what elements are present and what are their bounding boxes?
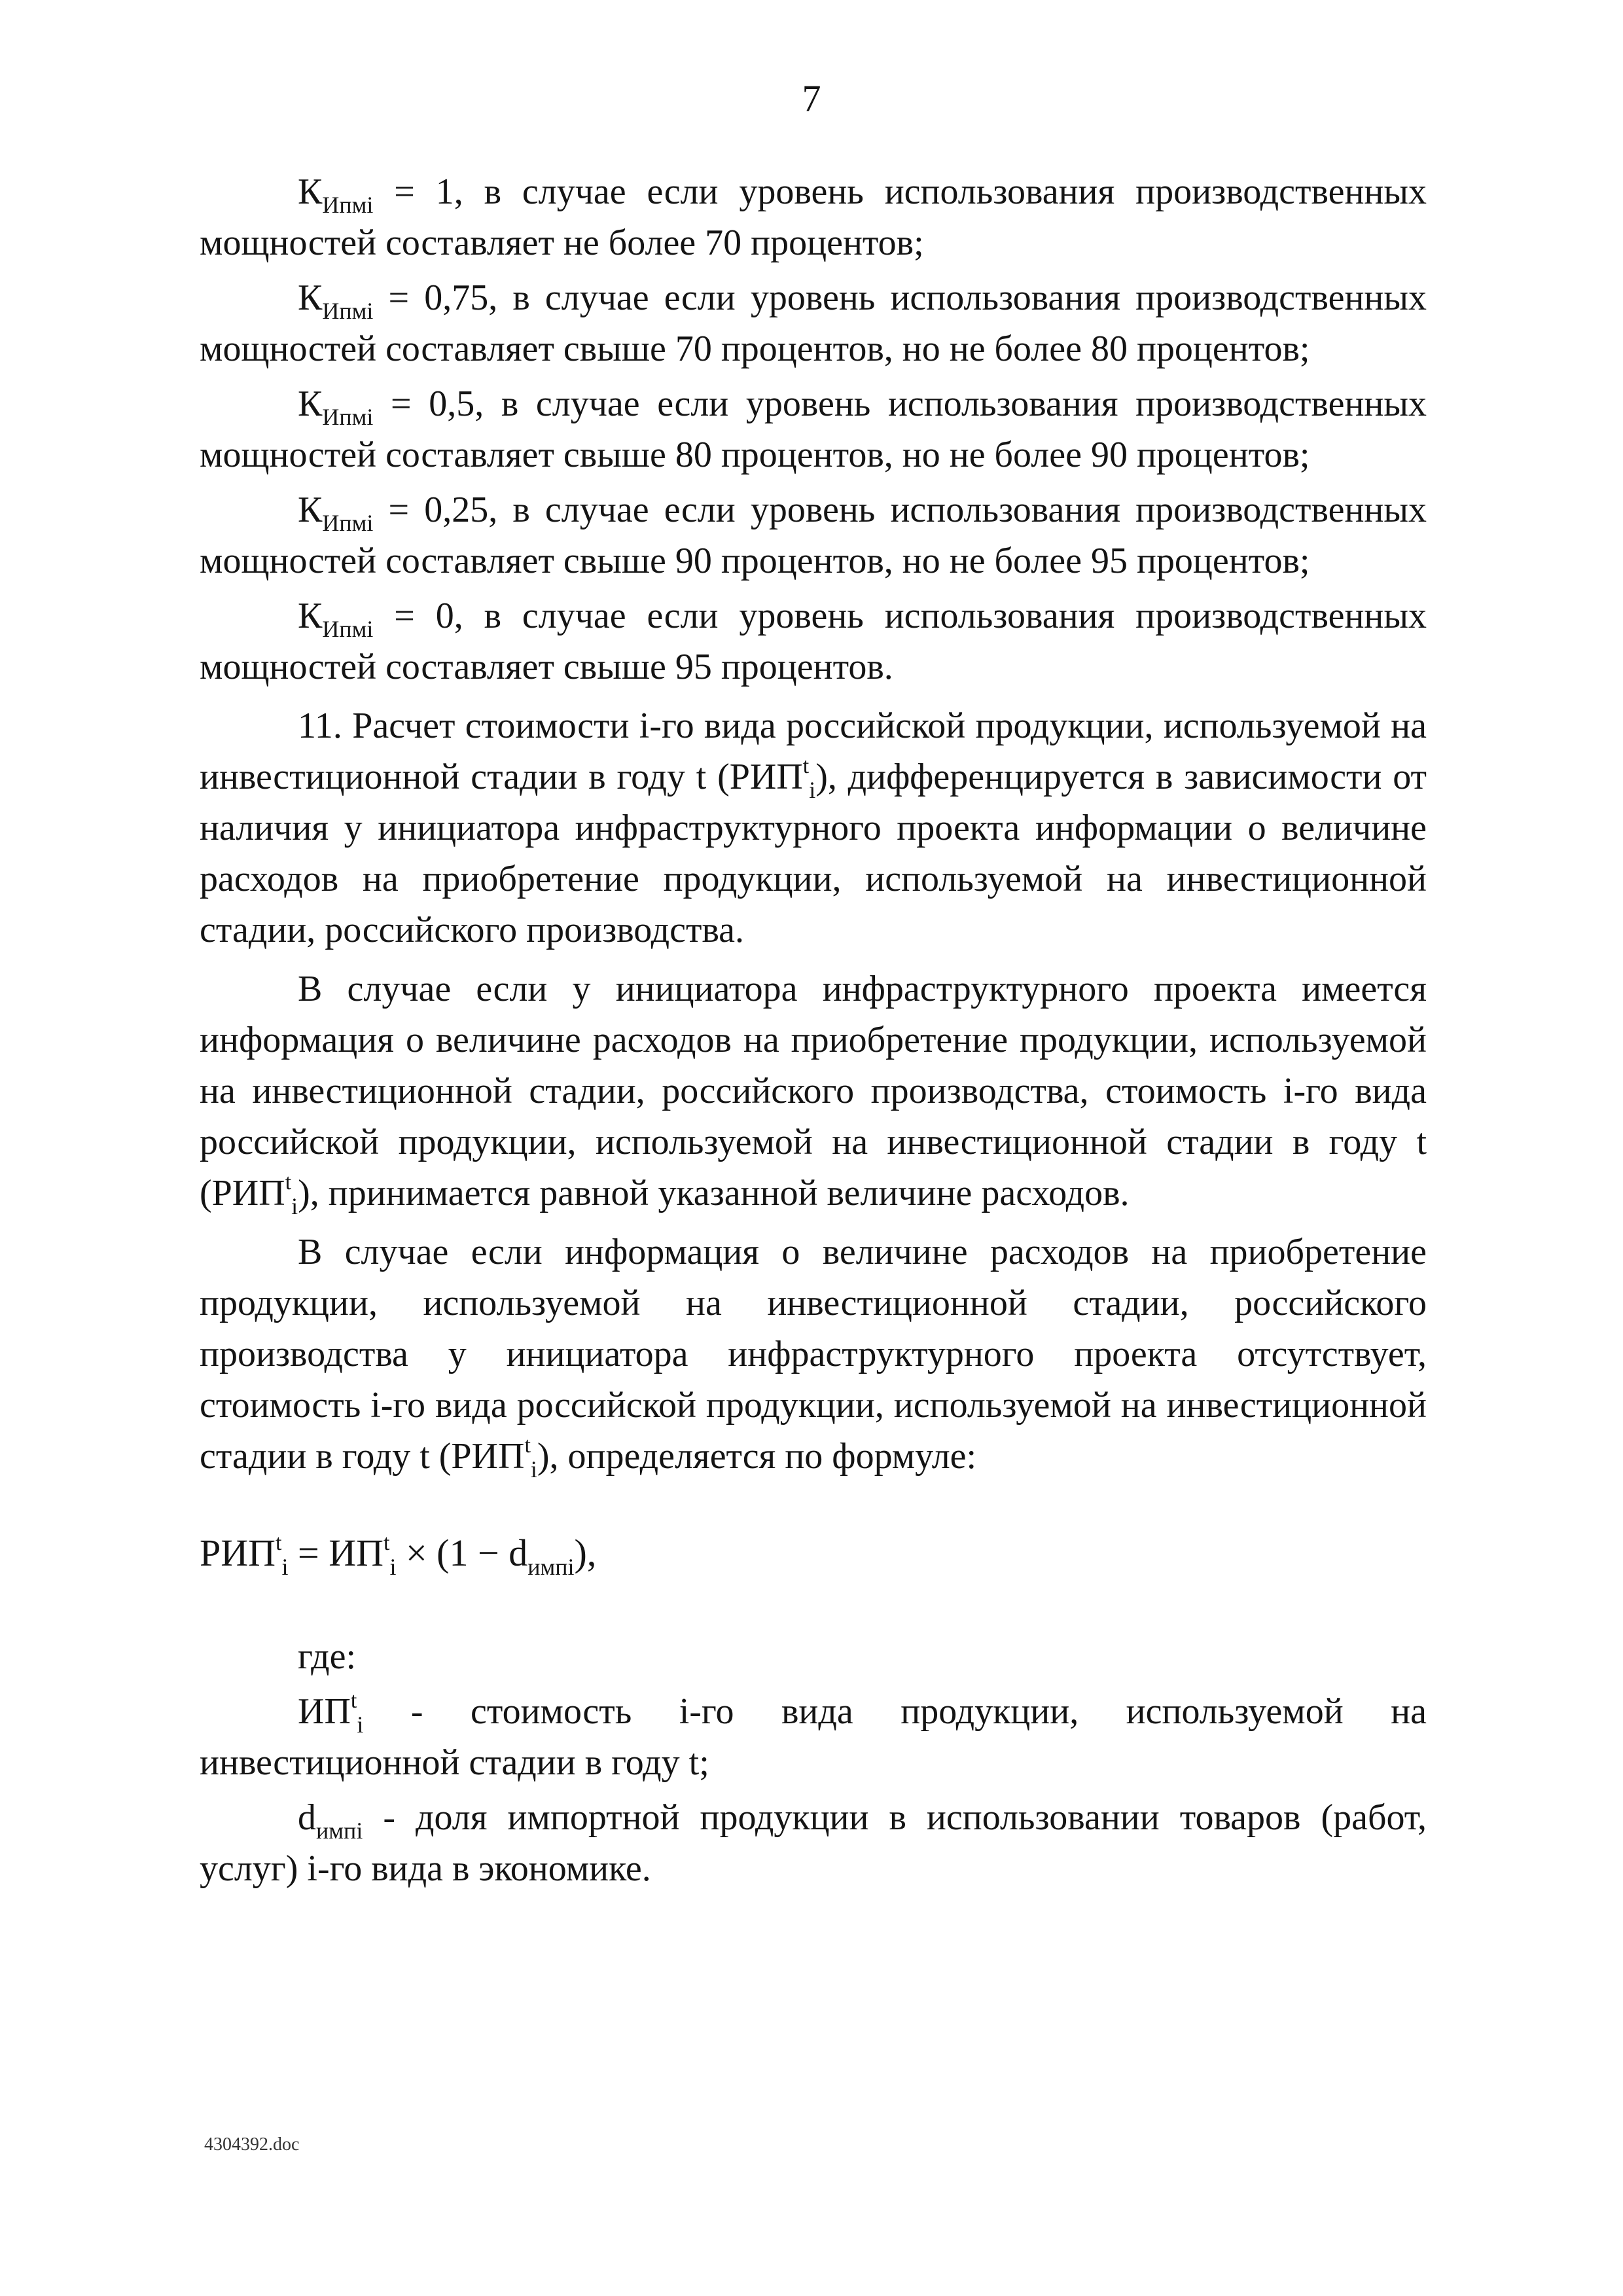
paragraph-text: В случае если информация о величине расходов на приобретение продукции, используемой на инвестиционной стадии, российского производства у инициатора инфраструктурного проекта отсутствует, стоимость i-го вида российской продукции, используемой на инвестиционной стадии в году t ( (200, 1232, 1427, 1477)
k-subscript: Ипмi (322, 510, 374, 536)
k-symbol: К (298, 596, 323, 636)
k-symbol: К (298, 171, 323, 212)
formula (200, 1528, 1427, 1579)
document-filename: 4304392.doc (204, 2134, 300, 2155)
coefficient-value: = 0, (394, 596, 463, 636)
paragraph-case-info-absent (200, 1227, 1427, 1482)
coefficient-item (200, 166, 1427, 268)
coefficient-item (200, 272, 1427, 374)
k-subscript: Ипмi (322, 192, 374, 218)
paragraph-case-info-present (200, 963, 1427, 1219)
formula-times: × (1 − (396, 1532, 509, 1574)
coefficient-value: = 0,75, (388, 278, 498, 318)
coefficient-item (200, 378, 1427, 480)
paragraph-11 (200, 700, 1427, 956)
where-label: где: (298, 1636, 357, 1677)
definition-d (200, 1792, 1427, 1894)
k-subscript: Ипмi (322, 298, 374, 324)
formula-close: ), (574, 1532, 597, 1574)
k-symbol: К (298, 384, 323, 424)
rip-symbol: $РИП^t_i$ (211, 1170, 298, 1219)
formula-equals: = (288, 1532, 329, 1574)
coefficient-value: = 0,5, (391, 384, 484, 424)
rip-symbol: $РИП^t_i$ (200, 1531, 289, 1580)
d-symbol: $d_{импi}$ (298, 1797, 363, 1844)
coefficient-text: в случае если уровень использования производственных мощностей составляет свыше 70 процентов, но не более 80 процентов; (200, 278, 1427, 369)
document-body (200, 166, 1427, 1894)
definition-text: - стоимость i-го вида продукции, используемой на инвестиционной стадии в году t; (200, 1691, 1427, 1783)
ip-symbol: $ИП^t_i$ (329, 1531, 397, 1580)
coefficient-text: в случае если уровень использования производственных мощностей составляет свыше 90 процентов, но не более 95 процентов; (200, 490, 1427, 581)
page-number: 7 (802, 77, 821, 120)
k-subscript: Ипмi (322, 404, 374, 430)
paragraph-text: В случае если у инициатора инфраструктурного проекта имеется информация о величине расходов на приобретение продукции, используемой на инвестиционной стадии, российского производства, стоимость i-го вида российской продукции, используемой на инвестиционной стадии в году t ( (200, 969, 1427, 1213)
paragraph-text: ), принимается равной указанной величине расходов. (298, 1173, 1130, 1213)
k-symbol: К (298, 278, 323, 318)
ip-symbol: $ИП^t_i$ (298, 1689, 364, 1738)
coefficient-value: = 0,25, (388, 490, 498, 530)
coefficient-text: в случае если уровень использования производственных мощностей составляет не более 70 процентов; (200, 171, 1427, 263)
coefficient-value: = 1, (394, 171, 463, 212)
definition-ip (200, 1686, 1427, 1788)
rip-symbol: $РИП^t_i$ (451, 1433, 537, 1482)
paragraph-text: 11. Расчет стоимости i-го вида российской продукции, используемой на инвестиционной стадии в году t ( (200, 706, 1427, 797)
k-subscript: Ипмi (322, 616, 374, 642)
rip-symbol: $РИП^t_i$ (729, 754, 816, 803)
d-symbol: $d_{импi}$ (508, 1532, 575, 1580)
coefficient-item (200, 484, 1427, 586)
coefficient-text: в случае если уровень использования производственных мощностей составляет свыше 80 процентов, но не более 90 процентов; (200, 384, 1427, 475)
k-symbol: К (298, 490, 323, 530)
definition-text: - доля импортной продукции в использовании товаров (работ, услуг) i-го вида в экономике. (200, 1797, 1427, 1889)
paragraph-text: ), определяется по формуле: (537, 1436, 977, 1477)
coefficient-item (200, 590, 1427, 692)
coefficient-text: в случае если уровень использования производственных мощностей составляет свыше 95 процентов. (200, 596, 1427, 687)
paragraph-text: ), дифференцируется в зависимости от наличия у инициатора инфраструктурного проекта информации о величине расходов на приобретение продукции, используемой на инвестиционной стадии, российского производства. (200, 757, 1427, 950)
